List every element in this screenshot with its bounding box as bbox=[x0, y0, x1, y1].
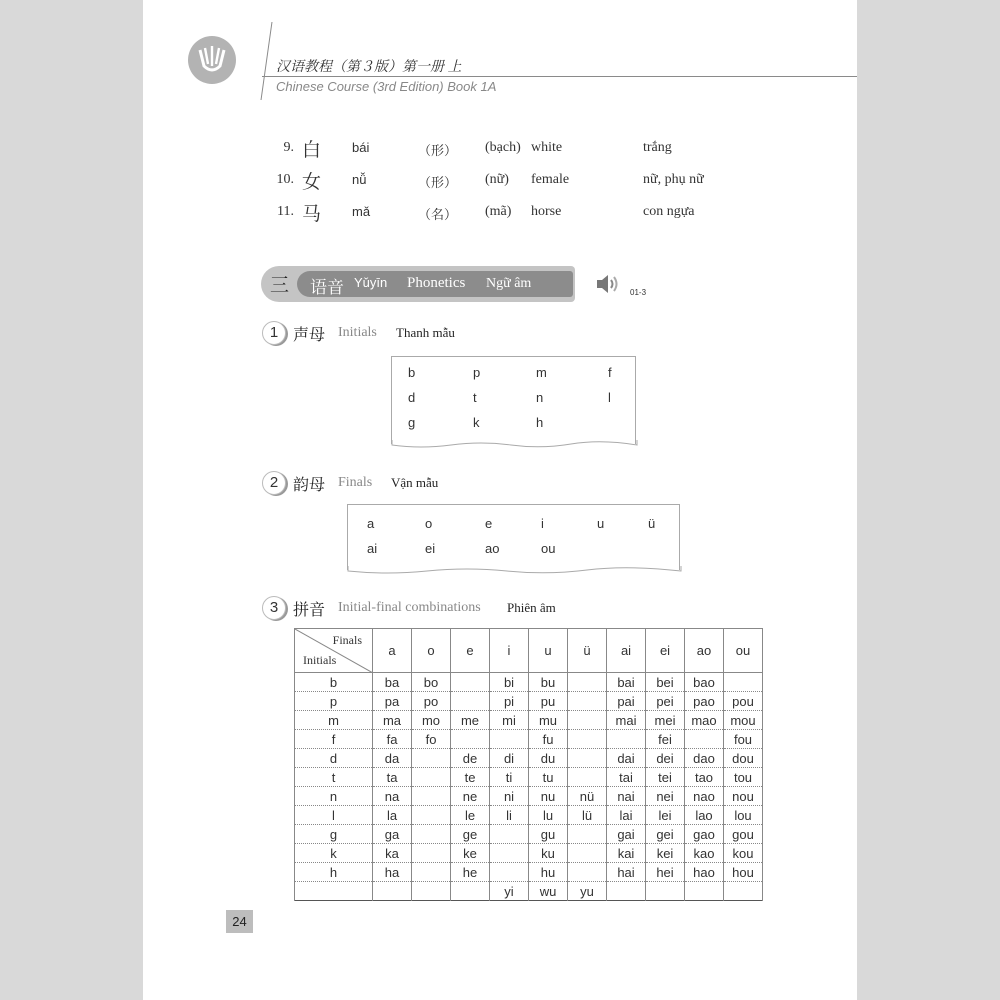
subsection-title-en: Initials bbox=[338, 325, 377, 340]
syllable-cell bbox=[412, 882, 451, 901]
syllable-cell bbox=[490, 730, 529, 749]
vocab-english: female bbox=[531, 172, 570, 187]
syllable-cell: lü bbox=[568, 806, 607, 825]
syllable-cell bbox=[646, 882, 685, 901]
syllable-cell: tei bbox=[646, 768, 685, 787]
initial-letter: p bbox=[473, 365, 481, 380]
syllable-cell bbox=[568, 768, 607, 787]
syllable-cell: pa bbox=[373, 692, 412, 711]
syllable-cell bbox=[490, 844, 529, 863]
initial-cell bbox=[295, 882, 373, 901]
syllable-cell: mai bbox=[607, 711, 646, 730]
audio-track-code: 01-3 bbox=[630, 288, 647, 297]
final-letter: ü bbox=[648, 516, 656, 531]
syllable-cell bbox=[568, 711, 607, 730]
syllable-cell: kei bbox=[646, 844, 685, 863]
syllable-cell: na bbox=[373, 787, 412, 806]
syllable-cell bbox=[490, 863, 529, 882]
initial-cell: m bbox=[295, 711, 373, 730]
syllable-cell: lei bbox=[646, 806, 685, 825]
vocab-hanviet: (nữ) bbox=[485, 172, 509, 187]
vocab-character: 马 bbox=[302, 204, 322, 225]
syllable-cell: ti bbox=[490, 768, 529, 787]
final-header-cell: u bbox=[529, 629, 568, 673]
syllable-cell: mao bbox=[685, 711, 724, 730]
final-letter: e bbox=[485, 516, 493, 531]
syllable-cell: te bbox=[451, 768, 490, 787]
table-row bbox=[295, 730, 763, 749]
syllable-cell: ge bbox=[451, 825, 490, 844]
syllable-cell: lao bbox=[685, 806, 724, 825]
subsection-title-zh: 拼音 bbox=[293, 602, 326, 619]
syllable-cell: yi bbox=[490, 882, 529, 901]
final-header-cell: ü bbox=[568, 629, 607, 673]
syllable-cell bbox=[724, 882, 763, 901]
syllable-cell: hei bbox=[646, 863, 685, 882]
table-row bbox=[295, 825, 763, 844]
vocab-hanviet: (mã) bbox=[485, 204, 512, 219]
syllable-cell bbox=[568, 844, 607, 863]
vocab-pinyin: bái bbox=[352, 140, 370, 155]
initial-letter: t bbox=[473, 390, 477, 405]
syllable-cell: pao bbox=[685, 692, 724, 711]
subsection-number: 2 bbox=[262, 471, 286, 495]
vocab-hanviet: (bạch) bbox=[485, 140, 521, 155]
initial-cell: n bbox=[295, 787, 373, 806]
initial-cell: g bbox=[295, 825, 373, 844]
syllable-cell: ma bbox=[373, 711, 412, 730]
syllable-cell bbox=[568, 863, 607, 882]
syllable-cell bbox=[451, 730, 490, 749]
vocab-number: 11. bbox=[277, 204, 294, 219]
initial-letter: l bbox=[608, 390, 611, 405]
syllable-cell: ni bbox=[490, 787, 529, 806]
syllable-cell bbox=[412, 825, 451, 844]
table-row bbox=[295, 692, 763, 711]
syllable-cell: nai bbox=[607, 787, 646, 806]
syllable-cell: fu bbox=[529, 730, 568, 749]
syllable-cell: lu bbox=[529, 806, 568, 825]
vocab-english: white bbox=[531, 140, 563, 155]
initial-letter: n bbox=[536, 390, 544, 405]
initial-letter: m bbox=[536, 365, 547, 380]
subsection-title-vn: Vận mẫu bbox=[391, 475, 439, 490]
syllable-cell bbox=[568, 730, 607, 749]
syllable-cell bbox=[490, 825, 529, 844]
syllable-cell: dou bbox=[724, 749, 763, 768]
syllable-cell: da bbox=[373, 749, 412, 768]
syllable-cell bbox=[685, 730, 724, 749]
syllable-cell: lou bbox=[724, 806, 763, 825]
syllable-cell: hao bbox=[685, 863, 724, 882]
syllable-cell: ga bbox=[373, 825, 412, 844]
syllable-cell: pu bbox=[529, 692, 568, 711]
syllable-cell: yu bbox=[568, 882, 607, 901]
syllable-cell: dei bbox=[646, 749, 685, 768]
syllable-cell: gei bbox=[646, 825, 685, 844]
vocab-part-of-speech: （名） bbox=[418, 207, 458, 222]
final-header-cell: o bbox=[412, 629, 451, 673]
table-row bbox=[295, 806, 763, 825]
syllable-cell: pou bbox=[724, 692, 763, 711]
syllable-cell: wu bbox=[529, 882, 568, 901]
combination-table bbox=[294, 628, 763, 901]
initial-cell: d bbox=[295, 749, 373, 768]
syllable-cell: kai bbox=[607, 844, 646, 863]
final-header-cell: a bbox=[373, 629, 412, 673]
syllable-cell: ke bbox=[451, 844, 490, 863]
syllable-cell: hu bbox=[529, 863, 568, 882]
syllable-cell: bi bbox=[490, 673, 529, 692]
syllable-cell: mi bbox=[490, 711, 529, 730]
syllable-cell: li bbox=[490, 806, 529, 825]
syllable-cell: di bbox=[490, 749, 529, 768]
initial-letter: g bbox=[408, 415, 416, 430]
syllable-cell bbox=[412, 844, 451, 863]
syllable-cell: tu bbox=[529, 768, 568, 787]
vocab-character: 白 bbox=[302, 140, 322, 161]
syllable-cell: nü bbox=[568, 787, 607, 806]
table-body bbox=[295, 673, 763, 901]
syllable-cell: pai bbox=[607, 692, 646, 711]
syllable-cell: fo bbox=[412, 730, 451, 749]
syllable-cell: bu bbox=[529, 673, 568, 692]
syllable-cell bbox=[412, 787, 451, 806]
speaker-icon[interactable] bbox=[595, 272, 623, 301]
syllable-cell: mo bbox=[412, 711, 451, 730]
table-row bbox=[295, 882, 763, 901]
syllable-cell: gai bbox=[607, 825, 646, 844]
subsection-title-vn: Thanh mẫu bbox=[396, 325, 455, 340]
syllable-cell: tou bbox=[724, 768, 763, 787]
syllable-cell: gao bbox=[685, 825, 724, 844]
vocab-character: 女 bbox=[302, 172, 322, 193]
vocab-part-of-speech: （形） bbox=[418, 175, 458, 190]
table-row bbox=[295, 749, 763, 768]
vocab-pinyin: nǚ bbox=[352, 172, 367, 187]
initial-cell: f bbox=[295, 730, 373, 749]
syllable-cell: ku bbox=[529, 844, 568, 863]
syllable-cell: hou bbox=[724, 863, 763, 882]
vocab-english: horse bbox=[531, 204, 562, 219]
syllable-cell: bei bbox=[646, 673, 685, 692]
syllable-cell: dao bbox=[685, 749, 724, 768]
header-rule bbox=[262, 76, 857, 77]
initial-cell: p bbox=[295, 692, 373, 711]
subsection-title-vn: Phiên âm bbox=[507, 600, 556, 615]
initials-box bbox=[391, 356, 636, 444]
syllable-cell: he bbox=[451, 863, 490, 882]
syllable-cell: hai bbox=[607, 863, 646, 882]
syllable-cell bbox=[607, 730, 646, 749]
syllable-cell: nei bbox=[646, 787, 685, 806]
syllable-cell: ne bbox=[451, 787, 490, 806]
table-corner-cell bbox=[295, 629, 373, 673]
syllable-cell bbox=[568, 825, 607, 844]
final-letter: a bbox=[367, 516, 375, 531]
syllable-cell: tai bbox=[607, 768, 646, 787]
section-title-zh: 语音 bbox=[310, 278, 344, 297]
section-title-pinyin: Yǔyīn bbox=[354, 275, 388, 290]
syllable-cell: mei bbox=[646, 711, 685, 730]
syllable-cell: ka bbox=[373, 844, 412, 863]
syllable-cell: lai bbox=[607, 806, 646, 825]
syllable-cell: mu bbox=[529, 711, 568, 730]
syllable-cell: kao bbox=[685, 844, 724, 863]
syllable-cell: po bbox=[412, 692, 451, 711]
vocab-vietnamese: trắng bbox=[643, 140, 672, 155]
table-header-row bbox=[295, 629, 763, 673]
syllable-cell bbox=[685, 882, 724, 901]
initial-letter: k bbox=[473, 415, 480, 430]
final-letter: o bbox=[425, 516, 433, 531]
initial-cell: t bbox=[295, 768, 373, 787]
syllable-cell bbox=[451, 882, 490, 901]
syllable-cell: tao bbox=[685, 768, 724, 787]
syllable-cell bbox=[568, 692, 607, 711]
syllable-cell: nou bbox=[724, 787, 763, 806]
page-number: 24 bbox=[226, 910, 253, 933]
initial-letter: h bbox=[536, 415, 544, 430]
syllable-cell bbox=[724, 673, 763, 692]
syllable-cell: gu bbox=[529, 825, 568, 844]
final-letter: u bbox=[597, 516, 605, 531]
subsection-title-en: Initial-final combinations bbox=[338, 600, 481, 615]
syllable-cell: ha bbox=[373, 863, 412, 882]
syllable-cell bbox=[373, 882, 412, 901]
syllable-cell: ba bbox=[373, 673, 412, 692]
subsection-number: 1 bbox=[262, 321, 286, 345]
section-title-vn: Ngữ âm bbox=[486, 276, 532, 291]
subsection-title-en: Finals bbox=[338, 475, 373, 490]
box-wave-edge bbox=[347, 566, 682, 576]
initial-cell: l bbox=[295, 806, 373, 825]
subsection-title-zh: 声母 bbox=[293, 327, 326, 344]
syllable-cell: bai bbox=[607, 673, 646, 692]
initial-cell: k bbox=[295, 844, 373, 863]
section-number: 三 bbox=[270, 275, 290, 296]
final-header-cell: i bbox=[490, 629, 529, 673]
final-header-cell: ei bbox=[646, 629, 685, 673]
final-header-cell: ai bbox=[607, 629, 646, 673]
vocab-pinyin: mǎ bbox=[352, 204, 371, 219]
initial-letter: d bbox=[408, 390, 416, 405]
syllable-cell: du bbox=[529, 749, 568, 768]
syllable-cell: fei bbox=[646, 730, 685, 749]
syllable-cell: gou bbox=[724, 825, 763, 844]
final-letter: ao bbox=[485, 541, 500, 556]
book-title-zh: 汉语教程（第３版）第一册 上 bbox=[276, 60, 462, 75]
syllable-cell: la bbox=[373, 806, 412, 825]
book-title-en: Chinese Course (3rd Edition) Book 1A bbox=[276, 79, 497, 94]
syllable-cell: pei bbox=[646, 692, 685, 711]
finals-box bbox=[347, 504, 680, 570]
syllable-cell: de bbox=[451, 749, 490, 768]
final-header-cell: e bbox=[451, 629, 490, 673]
table-row bbox=[295, 863, 763, 882]
syllable-cell bbox=[568, 749, 607, 768]
syllable-cell bbox=[412, 749, 451, 768]
syllable-cell bbox=[412, 768, 451, 787]
syllable-cell: nao bbox=[685, 787, 724, 806]
syllable-cell: fou bbox=[724, 730, 763, 749]
table-row bbox=[295, 711, 763, 730]
final-letter: i bbox=[541, 516, 544, 531]
initial-cell: h bbox=[295, 863, 373, 882]
syllable-cell: bo bbox=[412, 673, 451, 692]
vocab-part-of-speech: （形） bbox=[418, 143, 458, 158]
syllable-cell: pi bbox=[490, 692, 529, 711]
table-row bbox=[295, 844, 763, 863]
final-letter: ai bbox=[367, 541, 378, 556]
syllable-cell bbox=[451, 673, 490, 692]
vocab-number: 9. bbox=[283, 140, 294, 155]
initial-cell: b bbox=[295, 673, 373, 692]
syllable-cell: bao bbox=[685, 673, 724, 692]
corner-label-finals: Finals bbox=[332, 633, 362, 647]
syllable-cell: nu bbox=[529, 787, 568, 806]
initial-letter: f bbox=[608, 365, 612, 380]
vocab-vietnamese: con ngựa bbox=[643, 204, 695, 219]
subsection-number: 3 bbox=[262, 596, 286, 620]
syllable-cell: kou bbox=[724, 844, 763, 863]
corner-label-initials: Initials bbox=[303, 653, 337, 667]
syllable-cell bbox=[568, 673, 607, 692]
final-letter: ou bbox=[541, 541, 556, 556]
syllable-cell: le bbox=[451, 806, 490, 825]
syllable-cell bbox=[412, 806, 451, 825]
syllable-cell: ta bbox=[373, 768, 412, 787]
vocab-vietnamese: nữ, phụ nữ bbox=[643, 172, 704, 187]
vocab-number: 10. bbox=[276, 172, 294, 187]
final-header-cell: ao bbox=[685, 629, 724, 673]
final-letter: ei bbox=[425, 541, 436, 556]
syllable-cell: mou bbox=[724, 711, 763, 730]
table-row bbox=[295, 768, 763, 787]
final-header-cell: ou bbox=[724, 629, 763, 673]
initial-letter: b bbox=[408, 365, 416, 380]
syllable-cell: me bbox=[451, 711, 490, 730]
subsection-title-zh: 韵母 bbox=[293, 477, 326, 494]
syllable-cell bbox=[451, 692, 490, 711]
publisher-logo-icon bbox=[188, 36, 236, 84]
syllable-cell bbox=[412, 863, 451, 882]
table-row bbox=[295, 673, 763, 692]
syllable-cell: dai bbox=[607, 749, 646, 768]
syllable-cell bbox=[607, 882, 646, 901]
section-title-en: Phonetics bbox=[407, 275, 466, 291]
syllable-cell: fa bbox=[373, 730, 412, 749]
box-wave-edge bbox=[391, 440, 638, 450]
table-row bbox=[295, 787, 763, 806]
